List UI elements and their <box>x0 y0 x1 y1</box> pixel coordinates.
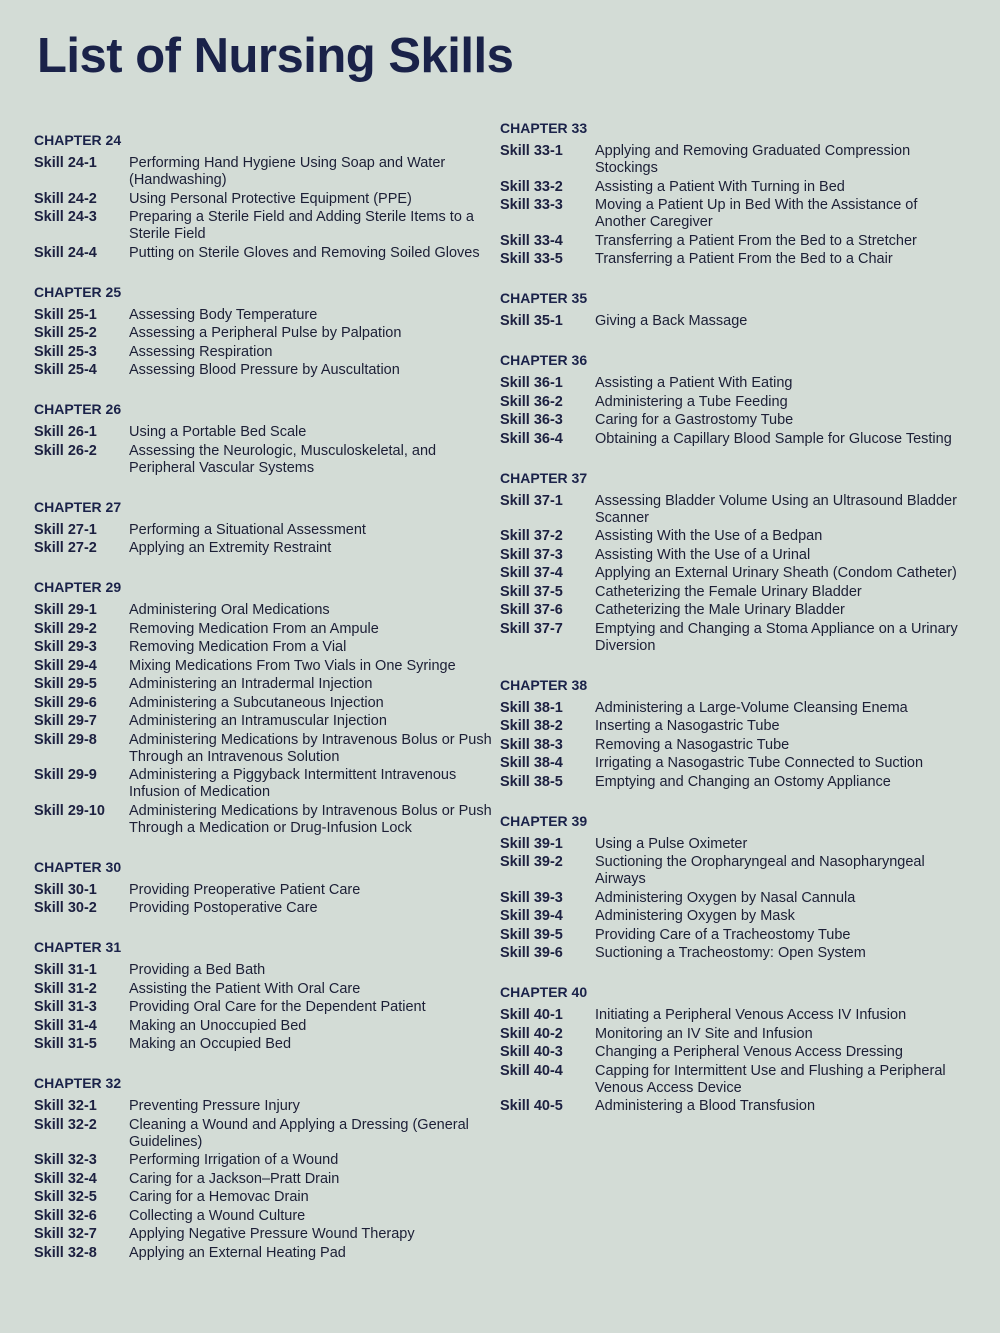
skill-row <box>34 443 494 477</box>
skill-name: Moving a Patient Up in Bed With the Assistance of Another Caregiver <box>595 197 918 230</box>
skill-row <box>500 737 960 754</box>
skill-name: Administering a Piggyback Intermittent Intravenous Infusion of Medication <box>129 767 457 800</box>
left-column <box>34 132 494 1284</box>
skill-number: Skill 31-4 <box>34 1017 97 1034</box>
skill-number: Skill 33-2 <box>500 178 563 195</box>
skill-number: Skill 30-1 <box>34 881 97 898</box>
skill-row <box>34 1117 494 1151</box>
skill-name: Applying an External Heating Pad <box>129 1244 346 1261</box>
skill-name: Mixing Medications From Two Vials in One Syringe <box>129 657 456 674</box>
skill-row <box>34 344 494 361</box>
skill-row <box>34 522 494 539</box>
skill-name: Initiating a Peripheral Venous Access IV Infusion <box>595 1007 907 1023</box>
skill-row <box>500 1007 960 1024</box>
skill-name: Obtaining a Capillary Blood Sample for Glucose Testing <box>595 430 952 447</box>
chapter-section <box>34 132 494 262</box>
skill-number: Skill 25-2 <box>34 325 97 341</box>
skill-row <box>500 602 960 619</box>
skill-row <box>34 639 494 656</box>
skill-name: Administering an Intramuscular Injection <box>129 713 387 729</box>
skill-number: Skill 32-8 <box>34 1244 97 1261</box>
skill-name: Making an Occupied Bed <box>129 1036 292 1052</box>
skill-number: Skill 37-2 <box>500 528 563 544</box>
skill-number: Skill 38-3 <box>500 736 563 753</box>
skill-row <box>500 755 960 772</box>
chapter-section <box>500 290 960 330</box>
skill-number: Skill 31-2 <box>34 980 97 997</box>
chapter-section <box>34 499 494 558</box>
skill-number: Skill 29-1 <box>34 602 97 618</box>
skill-name: Cleaning a Wound and Applying a Dressing (General Guidelines) <box>129 1116 469 1150</box>
skill-number: Skill 32-4 <box>34 1170 97 1187</box>
chapter-heading: CHAPTER 38 <box>500 676 588 693</box>
chapter-section <box>500 470 960 655</box>
skill-number: Skill 31-1 <box>34 962 97 978</box>
skill-row <box>500 547 960 564</box>
chapter-section <box>500 813 960 963</box>
skill-name: Providing Postoperative Care <box>129 900 318 916</box>
skill-name: Irrigating a Nasogastric Tube Connected to Suction <box>595 755 924 771</box>
skill-row <box>34 307 494 324</box>
skill-row <box>500 621 960 655</box>
skill-name: Providing Care of a Tracheostomy Tube <box>595 926 851 943</box>
chapter-heading: CHAPTER 26 <box>34 401 122 417</box>
skill-row <box>34 981 494 998</box>
skill-name: Assisting a Patient With Eating <box>595 375 793 391</box>
skill-row <box>34 1189 494 1206</box>
skill-number: Skill 29-3 <box>34 639 97 655</box>
skill-number: Skill 37-1 <box>500 492 563 509</box>
skill-name: Inserting a Nasogastric Tube <box>595 718 780 734</box>
skill-name: Administering Medications by Intravenous Bolus or Push Through an Intravenous Solution <box>129 731 492 765</box>
chapter-section <box>500 677 960 791</box>
skill-row <box>34 209 494 243</box>
skill-number: Skill 32-1 <box>34 1098 97 1114</box>
skill-name: Assisting With the Use of a Bedpan <box>595 528 823 544</box>
chapter-section <box>34 579 494 837</box>
skill-name: Assessing a Peripheral Pulse by Palpation <box>129 325 402 341</box>
skill-row <box>500 565 960 582</box>
skill-name: Removing Medication From an Ampule <box>129 620 379 637</box>
skill-row <box>500 1026 960 1043</box>
skill-row <box>34 621 494 638</box>
skill-row <box>500 890 960 907</box>
chapter-heading: CHAPTER 29 <box>34 579 122 595</box>
skill-row <box>34 732 494 766</box>
skill-name: Changing a Peripheral Venous Access Dressing <box>595 1044 903 1060</box>
skill-name: Emptying and Changing an Ostomy Appliance <box>595 773 891 790</box>
skill-row <box>34 424 494 441</box>
skill-name: Transferring a Patient From the Bed to a Stretcher <box>595 232 917 249</box>
skill-row <box>34 695 494 712</box>
skill-number: Skill 33-1 <box>500 143 563 159</box>
skill-name: Administering a Tube Feeding <box>595 393 788 410</box>
skill-name: Assisting the Patient With Oral Care <box>129 980 361 997</box>
skill-row <box>500 1098 960 1115</box>
skill-row <box>34 882 494 899</box>
skill-name: Performing a Situational Assessment <box>129 521 366 538</box>
skill-row <box>500 179 960 196</box>
skill-name: Catheterizing the Male Urinary Bladder <box>595 602 845 618</box>
skill-name: Caring for a Gastrostomy Tube <box>595 412 794 428</box>
chapter-heading: CHAPTER 40 <box>500 984 588 1000</box>
skill-name: Performing Hand Hygiene Using Soap and Water (Handwashing) <box>129 155 446 188</box>
chapter-heading: CHAPTER 30 <box>34 858 122 875</box>
skill-name: Catheterizing the Female Urinary Bladder <box>595 583 862 600</box>
skill-name: Emptying and Changing a Stoma Appliance on a Urinary Diversion <box>595 620 958 654</box>
skill-row <box>34 803 494 837</box>
skill-row <box>500 945 960 962</box>
skill-name: Suctioning a Tracheostomy: Open System <box>595 945 866 961</box>
skill-name: Assessing Bladder Volume Using an Ultrasound Bladder Scanner <box>595 492 957 526</box>
skill-number: Skill 25-3 <box>34 343 97 360</box>
skill-number: Skill 31-5 <box>34 1036 97 1052</box>
skill-row <box>34 1226 494 1243</box>
skill-number: Skill 40-1 <box>500 1007 563 1023</box>
skill-number: Skill 25-4 <box>34 362 97 378</box>
skill-name: Applying Negative Pressure Wound Therapy <box>129 1226 415 1242</box>
skill-number: Skill 24-3 <box>34 209 97 225</box>
skill-name: Applying and Removing Graduated Compression Stockings <box>595 143 911 176</box>
chapter-heading: CHAPTER 36 <box>500 352 588 368</box>
skill-name: Administering Oral Medications <box>129 602 330 618</box>
skill-number: Skill 29-6 <box>34 694 97 711</box>
skill-name: Administering a Subcutaneous Injection <box>129 694 384 711</box>
chapter-heading: CHAPTER 32 <box>34 1075 122 1091</box>
skill-number: Skill 38-4 <box>500 755 563 771</box>
skill-name: Assessing the Neurologic, Musculoskeletal, and Peripheral Vascular Systems <box>129 442 437 476</box>
skill-number: Skill 39-6 <box>500 945 563 961</box>
skill-number: Skill 40-4 <box>500 1062 563 1079</box>
skill-number: Skill 24-2 <box>34 190 97 207</box>
skill-name: Monitoring an IV Site and Infusion <box>595 1025 813 1042</box>
skill-name: Administering Medications by Intravenous Bolus or Push Through a Medication or Drug-Infusion Lock <box>129 802 492 836</box>
skill-number: Skill 37-6 <box>500 602 563 618</box>
skill-number: Skill 29-9 <box>34 767 97 783</box>
skill-row <box>34 602 494 619</box>
chapter-heading: CHAPTER 33 <box>500 120 588 136</box>
skill-number: Skill 26-2 <box>34 442 97 459</box>
skill-name: Capping for Intermittent Use and Flushing a Peripheral Venous Access Device <box>595 1062 946 1096</box>
skill-name: Caring for a Hemovac Drain <box>129 1189 309 1205</box>
skill-number: Skill 39-5 <box>500 926 563 943</box>
skill-name: Providing a Bed Bath <box>129 962 266 978</box>
skill-number: Skill 36-2 <box>500 393 563 410</box>
skill-name: Assessing Blood Pressure by Auscultation <box>129 362 400 378</box>
skill-row <box>34 155 494 189</box>
skill-number: Skill 35-1 <box>500 313 563 329</box>
skill-name: Caring for a Jackson–Pratt Drain <box>129 1170 340 1187</box>
skill-number: Skill 33-3 <box>500 197 563 213</box>
skill-row <box>500 854 960 888</box>
chapter-section <box>34 1075 494 1262</box>
skill-row <box>500 251 960 268</box>
skill-row <box>34 767 494 801</box>
skill-number: Skill 38-1 <box>500 699 563 716</box>
skill-name: Using Personal Protective Equipment (PPE) <box>129 190 412 207</box>
skill-name: Using a Pulse Oximeter <box>595 835 748 852</box>
skill-name: Providing Oral Care for the Dependent Patient <box>129 999 426 1015</box>
skill-name: Giving a Back Massage <box>595 313 748 329</box>
skill-number: Skill 24-4 <box>34 244 97 261</box>
skill-number: Skill 37-3 <box>500 546 563 563</box>
skill-row <box>500 908 960 925</box>
chapter-heading: CHAPTER 27 <box>34 498 122 515</box>
skill-name: Making an Unoccupied Bed <box>129 1017 307 1034</box>
chapter-section <box>34 401 494 477</box>
skill-number: Skill 39-3 <box>500 889 563 906</box>
skill-name: Applying an External Urinary Sheath (Condom Catheter) <box>595 565 957 581</box>
skill-row <box>500 836 960 853</box>
skill-row <box>34 1036 494 1053</box>
skill-name: Assessing Body Temperature <box>129 306 318 323</box>
skill-number: Skill 27-2 <box>34 540 97 556</box>
skill-name: Applying an Extremity Restraint <box>129 540 332 556</box>
chapter-section <box>500 984 960 1115</box>
skill-name: Administering Oxygen by Nasal Cannula <box>595 889 856 906</box>
skill-row <box>34 1208 494 1225</box>
skill-name: Assessing Respiration <box>129 343 273 360</box>
skill-name: Suctioning the Oropharyngeal and Nasopharyngeal Airways <box>595 854 925 887</box>
skill-row <box>500 1044 960 1061</box>
skill-row <box>34 1018 494 1035</box>
skill-name: Providing Preoperative Patient Care <box>129 881 361 898</box>
chapter-section <box>34 284 494 380</box>
skill-number: Skill 38-5 <box>500 773 563 790</box>
skill-number: Skill 29-4 <box>34 657 97 674</box>
skill-number: Skill 39-1 <box>500 835 563 852</box>
skill-name: Collecting a Wound Culture <box>129 1207 306 1224</box>
skill-row <box>500 143 960 177</box>
chapter-section <box>500 352 960 448</box>
skill-number: Skill 36-1 <box>500 375 563 391</box>
skill-number: Skill 29-10 <box>34 802 105 819</box>
skill-name: Administering a Blood Transfusion <box>595 1098 816 1114</box>
skill-number: Skill 27-1 <box>34 521 97 538</box>
skill-row <box>500 412 960 429</box>
skill-number: Skill 32-2 <box>34 1116 97 1133</box>
skill-row <box>34 1245 494 1262</box>
skill-row <box>34 245 494 262</box>
skill-number: Skill 36-3 <box>500 412 563 428</box>
skill-row <box>500 375 960 392</box>
chapter-heading: CHAPTER 31 <box>34 939 122 955</box>
skill-number: Skill 29-8 <box>34 731 97 748</box>
skill-number: Skill 37-7 <box>500 620 563 637</box>
skill-row <box>34 191 494 208</box>
skill-name: Performing Irrigation of a Wound <box>129 1152 339 1168</box>
skill-row <box>500 1063 960 1097</box>
skill-number: Skill 32-7 <box>34 1226 97 1242</box>
skill-number: Skill 33-5 <box>500 251 563 267</box>
skill-row <box>34 1098 494 1115</box>
skill-row <box>34 658 494 675</box>
chapter-section <box>34 859 494 918</box>
chapter-section <box>500 120 960 268</box>
skill-number: Skill 36-4 <box>500 430 563 447</box>
skill-number: Skill 31-3 <box>34 999 97 1015</box>
skill-name: Assisting With the Use of a Urinal <box>595 546 811 563</box>
skill-number: Skill 26-1 <box>34 424 97 440</box>
skill-number: Skill 33-4 <box>500 232 563 249</box>
skill-name: Administering Oxygen by Mask <box>595 908 795 924</box>
skill-row <box>34 999 494 1016</box>
skill-name: Removing Medication From a Vial <box>129 639 347 655</box>
skill-row <box>500 197 960 231</box>
skill-name: Transferring a Patient From the Bed to a Chair <box>595 251 893 267</box>
skill-row <box>34 900 494 917</box>
skill-number: Skill 29-7 <box>34 713 97 729</box>
skill-number: Skill 40-2 <box>500 1025 563 1042</box>
chapter-heading: CHAPTER 39 <box>500 812 588 829</box>
skill-row <box>500 493 960 527</box>
skill-row <box>500 927 960 944</box>
skill-row <box>500 313 960 330</box>
skill-name: Removing a Nasogastric Tube <box>595 736 790 753</box>
chapter-section <box>34 939 494 1053</box>
skill-number: Skill 39-2 <box>500 854 563 870</box>
skill-name: Assisting a Patient With Turning in Bed <box>595 178 845 195</box>
skill-number: Skill 32-6 <box>34 1207 97 1224</box>
skill-row <box>500 394 960 411</box>
skill-row <box>34 540 494 557</box>
skill-row <box>500 431 960 448</box>
skill-name: Putting on Sterile Gloves and Removing Soiled Gloves <box>129 244 480 261</box>
skill-row <box>500 718 960 735</box>
skill-number: Skill 37-5 <box>500 583 563 600</box>
chapter-heading: CHAPTER 37 <box>500 469 588 486</box>
chapter-heading: CHAPTER 25 <box>34 283 122 300</box>
skill-row <box>34 362 494 379</box>
skill-row <box>34 713 494 730</box>
skill-number: Skill 25-1 <box>34 306 97 323</box>
skill-number: Skill 38-2 <box>500 718 563 734</box>
skill-row <box>500 700 960 717</box>
skill-name: Administering a Large-Volume Cleansing Enema <box>595 699 908 716</box>
skill-row <box>34 962 494 979</box>
skill-number: Skill 40-5 <box>500 1098 563 1114</box>
skill-name: Preparing a Sterile Field and Adding Sterile Items to a Sterile Field <box>129 209 474 242</box>
skill-number: Skill 24-1 <box>34 155 97 171</box>
skill-number: Skill 30-2 <box>34 900 97 916</box>
right-column <box>500 120 960 1137</box>
skill-row <box>500 528 960 545</box>
skill-name: Administering an Intradermal Injection <box>129 676 373 692</box>
page-title: List of Nursing Skills <box>37 29 514 83</box>
skill-row <box>34 325 494 342</box>
skill-row <box>500 584 960 601</box>
skill-row <box>500 233 960 250</box>
skill-row <box>500 774 960 791</box>
skill-number: Skill 40-3 <box>500 1044 563 1060</box>
skill-name: Preventing Pressure Injury <box>129 1098 300 1114</box>
chapter-heading: CHAPTER 35 <box>500 290 588 306</box>
skill-row <box>34 1171 494 1188</box>
skill-number: Skill 32-5 <box>34 1189 97 1205</box>
skill-number: Skill 29-5 <box>34 676 97 692</box>
skill-row <box>34 1152 494 1169</box>
chapter-heading: CHAPTER 24 <box>34 132 122 148</box>
skill-row <box>34 676 494 693</box>
skill-number: Skill 32-3 <box>34 1152 97 1168</box>
skill-number: Skill 29-2 <box>34 620 97 637</box>
skill-name: Using a Portable Bed Scale <box>129 424 307 440</box>
skill-number: Skill 39-4 <box>500 908 563 924</box>
skill-number: Skill 37-4 <box>500 565 563 581</box>
